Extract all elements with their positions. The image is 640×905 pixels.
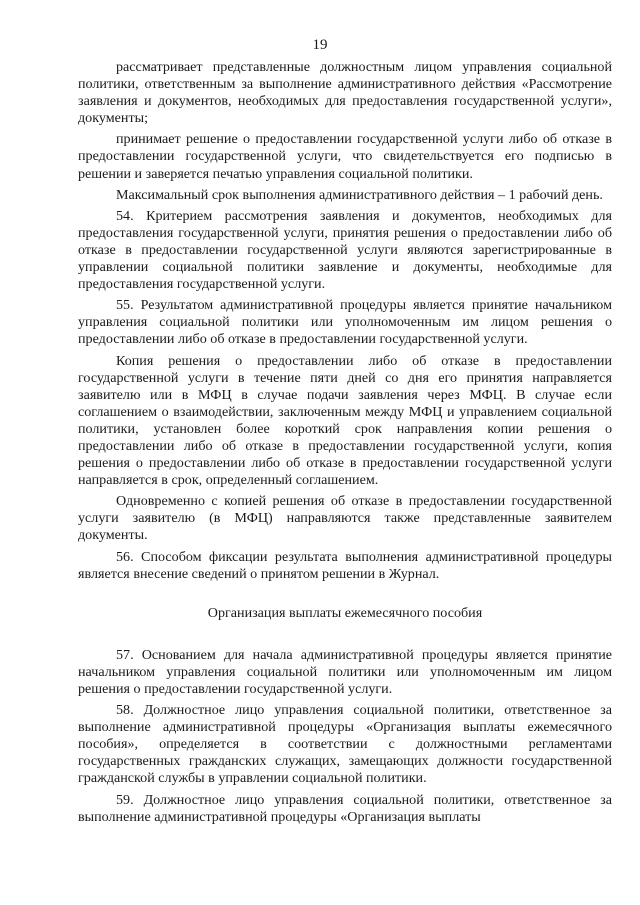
document-body: [78, 59, 612, 826]
paragraph-simultaneously: Одновременно с копией решения об отказе в предоставлении государственной услуги заявителю (в МФЦ) направляются также представленные заявителем документы.: [78, 493, 612, 544]
paragraph-review-documents: рассматривает представленные должностным лицом управления социальной политики, ответственным за выполнение административного действия «Рассмотрение заявления и документов, необходимых для предоставления государственной услуги», документы;: [78, 59, 612, 127]
section-heading: Организация выплаты ежемесячного пособия: [207, 604, 483, 621]
paragraph-59: 59. Должностное лицо управления социальной политики, ответственное за выполнение административной процедуры «Организация выплаты: [78, 791, 612, 825]
page-number: 19: [312, 37, 328, 53]
paragraph-58: 58. Должностное лицо управления социальной политики, ответственное за выполнение административной процедуры «Организация выплаты ежемесячного пособия», определяется в соответствии с должностными регламентами государственных гражданских служащих, замещающих должности государственной гражданской службы в управлении социальной политики.: [78, 702, 612, 787]
paragraph-decision: принимает решение о предоставлении государственной услуги либо об отказе в предоставлении государственной услуги, что свидетельствуется его подписью в решении и заверяется печатью управления социальной политики.: [78, 131, 612, 182]
paragraph-55: 55. Результатом административной процедуры является принятие начальником управления социальной политики или уполномоченным им лицом решения о предоставлении либо об отказе в предоставлении государственной услуги.: [78, 297, 612, 348]
paragraph-max-term: Максимальный срок выполнения административного действия – 1 рабочий день.: [116, 186, 603, 203]
paragraph-57: 57. Основанием для начала административной процедуры является принятие начальником управления социальной политики или уполномоченным им лицом решения о предоставлении государственной услуги.: [78, 646, 612, 697]
paragraph-54: 54. Критерием рассмотрения заявления и документов, необходимых для предоставления государственной услуги, принятия решения о предоставлении либо об отказе в предоставлении государственной услуги являются зарегистрированные в управлении социальной политики заявление и документы, необходимые для предоставления государственной услуги.: [78, 207, 612, 293]
paragraph-56: 56. Способом фиксации результата выполнения административной процедуры является внесение сведений о принятом решении в Журнал.: [78, 548, 612, 582]
paragraph-copy-of-decision: Копия решения о предоставлении либо об отказе в предоставлении государственной услуги в течение пяти дней со дня его принятия направляется заявителю или в МФЦ в случае подачи заявления через МФЦ. В случае если соглашением о взаимодействии, заключенным между МФЦ и управлением социальной политики, установлен более короткий срок направления копии решения о предоставлении либо об отказе в предоставлении государственной услуги, копия решения о предоставлении либо об отказе в предоставлении государственной услуги направляется в срок, определенный соглашением.: [78, 352, 612, 489]
